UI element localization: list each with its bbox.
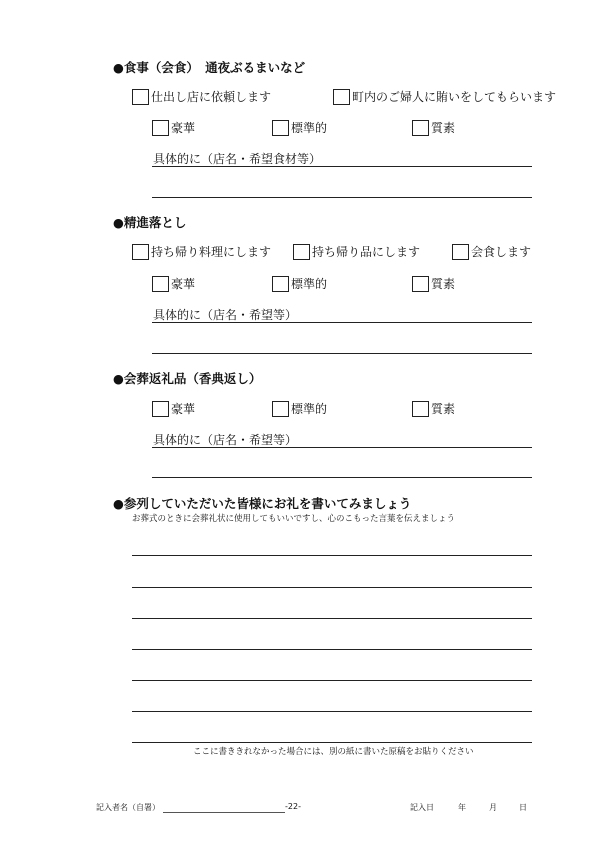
signature-line[interactable] [163, 812, 285, 813]
checkbox[interactable] [412, 120, 429, 136]
checkbox[interactable] [333, 89, 350, 105]
checkbox[interactable] [293, 244, 310, 260]
section-memorial-meal-title: ●精進落とし [113, 215, 187, 230]
grade-label: 標準的 [291, 121, 328, 135]
write-line[interactable] [132, 649, 532, 650]
checkbox[interactable] [132, 244, 149, 260]
detail-label: 具体的に（店名・希望食材等） [153, 152, 322, 166]
section-thanks-subtitle: お葬式のときに会葬礼状に使用してもいいですし、心のこもった言葉を伝えましょう [132, 514, 456, 524]
grade-luxury[interactable] [152, 119, 195, 136]
grade-standard[interactable] [272, 275, 327, 292]
option-neighborhood-help[interactable] [333, 88, 556, 105]
write-line[interactable] [132, 587, 532, 588]
year-label: 年 [458, 803, 466, 812]
section-thanks-title: ●参列していただいた皆様にお礼を書いてみましょう [113, 496, 412, 511]
option-label: 持ち帰り品にします [312, 245, 421, 259]
grade-simple[interactable] [412, 275, 455, 292]
grade-standard[interactable] [272, 400, 327, 417]
checkbox[interactable] [412, 401, 429, 417]
grade-label: 質素 [431, 121, 456, 135]
grade-label: 標準的 [291, 277, 328, 291]
write-line[interactable] [132, 618, 532, 619]
grade-simple[interactable] [412, 400, 455, 417]
write-line[interactable] [132, 680, 532, 681]
option-label: 仕出し店に依頼します [151, 90, 272, 104]
checkbox[interactable] [272, 401, 289, 417]
month-label: 月 [489, 803, 497, 812]
checkbox[interactable] [152, 401, 169, 417]
grade-label: 豪華 [171, 402, 196, 416]
option-label: 会食します [471, 245, 532, 259]
write-line[interactable] [152, 353, 532, 354]
option-label: 町内のご婦人に賄いをしてもらいます [352, 90, 557, 104]
write-line[interactable] [152, 447, 532, 448]
checkbox[interactable] [272, 276, 289, 292]
grade-standard[interactable] [272, 119, 327, 136]
day-label: 日 [519, 803, 527, 812]
attachment-note: ここに書ききれなかった場合には、別の紙に書いた原稿をお貼りください [193, 747, 474, 757]
option-label: 持ち帰り料理にします [151, 245, 272, 259]
signer-label: 記入者名（自署） [96, 803, 160, 812]
section-meal-title: ●食事（会食） 通夜ぶるまいなど [113, 60, 306, 75]
write-line[interactable] [152, 477, 532, 478]
grade-label: 標準的 [291, 402, 328, 416]
write-line[interactable] [132, 555, 532, 556]
write-line[interactable] [132, 711, 532, 712]
option-dine[interactable] [452, 243, 531, 260]
checkbox[interactable] [152, 276, 169, 292]
checkbox[interactable] [152, 120, 169, 136]
option-caterer[interactable] [132, 88, 271, 105]
date-label: 記入日 [410, 803, 434, 812]
write-line[interactable] [152, 166, 532, 167]
option-takeaway-gift[interactable] [293, 243, 420, 260]
grade-label: 豪華 [171, 121, 196, 135]
section-return-gift-title: ●会葬返礼品（香典返し） [113, 371, 262, 386]
grade-luxury[interactable] [152, 400, 195, 417]
page-number: -22- [285, 802, 301, 811]
detail-label: 具体的に（店名・希望等） [153, 308, 298, 322]
detail-label: 具体的に（店名・希望等） [153, 433, 298, 447]
checkbox[interactable] [272, 120, 289, 136]
grade-label: 質素 [431, 402, 456, 416]
checkbox[interactable] [452, 244, 469, 260]
grade-label: 質素 [431, 277, 456, 291]
write-line[interactable] [132, 742, 532, 743]
grade-simple[interactable] [412, 119, 455, 136]
option-takeaway-food[interactable] [132, 243, 271, 260]
write-line[interactable] [152, 322, 532, 323]
grade-label: 豪華 [171, 277, 196, 291]
write-line[interactable] [152, 197, 532, 198]
checkbox[interactable] [132, 89, 149, 105]
checkbox[interactable] [412, 276, 429, 292]
grade-luxury[interactable] [152, 275, 195, 292]
